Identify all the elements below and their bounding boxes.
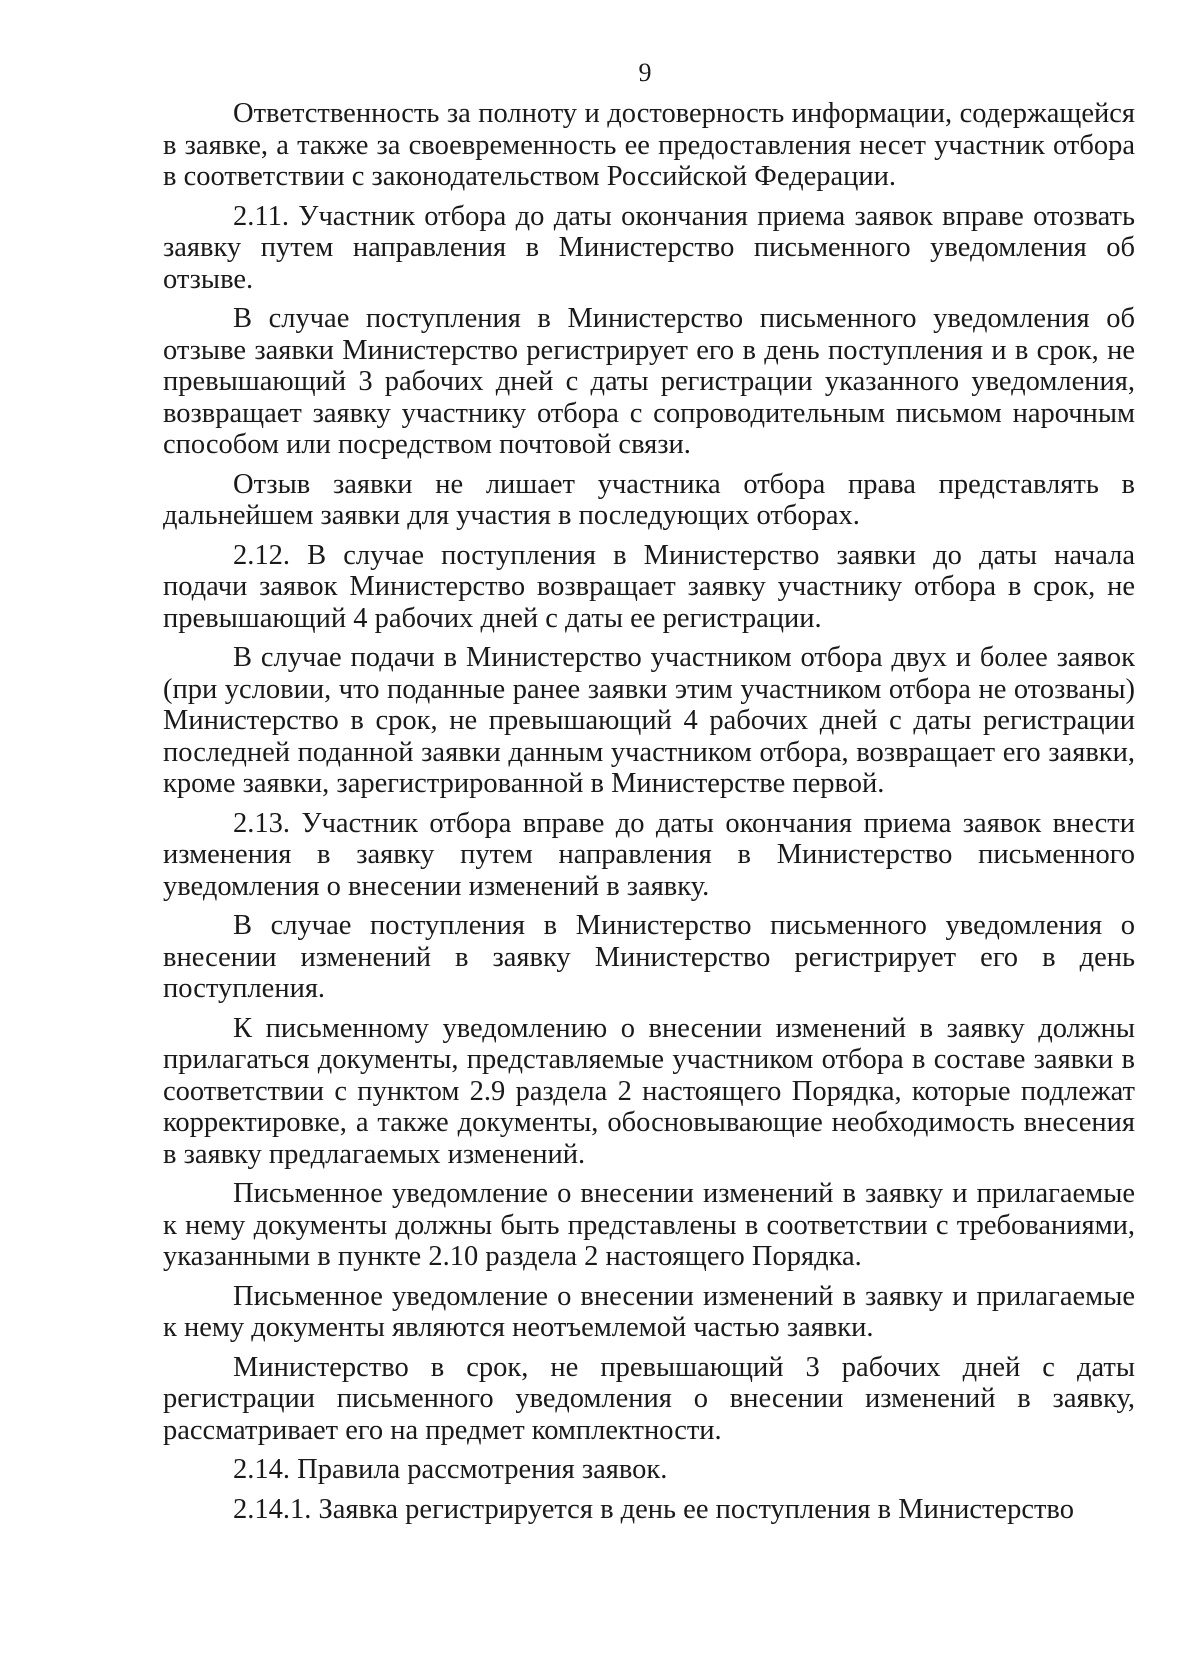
paragraph: К письменному уведомлению о внесении изменений в заявку должны прилагаться документы, представляемые участником отбора в составе заявки в соответствии с пунктом 2.9 раздела 2 настоящего Порядка, которые подлежат корректировке, а также документы, обосновывающие необходимость внесения в заявку предлагаемых изменений. [163, 1012, 1135, 1170]
paragraph: Ответственность за полноту и достоверность информации, содержащейся в заявке, а также за своевременность ее предоставления несет участник отбора в соответствии с законодательством Российской Федерации. [163, 98, 1135, 192]
paragraph: 2.11. Участник отбора до даты окончания приема заявок вправе отозвать заявку путем направления в Министерство письменного уведомления об отзыве. [163, 200, 1135, 295]
paragraph: 2.13. Участник отбора вправе до даты окончания приема заявок внести изменения в заявку путем направления в Министерство письменного уведомления о внесении изменений в заявку. [163, 807, 1135, 902]
paragraph: Письменное уведомление о внесении изменений в заявку и прилагаемые к нему документы должны быть представлены в соответствии с требованиями, указанными в пункте 2.10 раздела 2 настоящего Порядка. [163, 1178, 1135, 1272]
paragraph: Отзыв заявки не лишает участника отбора права представлять в дальнейшем заявки для участия в последующих отборах. [163, 468, 1135, 531]
paragraph: В случае поступления в Министерство письменного уведомления об отзыве заявки Министерство регистрирует его в день поступления и в срок, не превышающий 3 рабочих дней с даты регистрации указанного уведомления, возвращает заявку участнику отбора с сопроводительным письмом нарочным способом или посредством почтовой связи. [163, 303, 1135, 460]
paragraph: 2.12. В случае поступления в Министерство заявки до даты начала подачи заявок Министерство возвращает заявку участнику отбора в срок, не превышающий 4 рабочих дней с даты ее регистрации. [163, 539, 1135, 634]
paragraph: В случае поступления в Министерство письменного уведомления о внесении изменений в заявку Министерство регистрирует его в день поступления. [163, 910, 1135, 1004]
paragraph: 2.14. Правила рассмотрения заявок. [233, 1454, 668, 1485]
paragraph: Министерство в срок, не превышающий 3 рабочих дней с даты регистрации письменного уведомления о внесении изменений в заявку, рассматривает его на предмет комплектности. [163, 1351, 1135, 1446]
paragraph: 2.14.1. Заявка регистрируется в день ее поступления в Министерство [233, 1493, 1074, 1525]
paragraph: Письменное уведомление о внесении изменений в заявку и прилагаемые к нему документы являются неотъемлемой частью заявки. [163, 1280, 1135, 1343]
page-number: 9 [638, 58, 652, 87]
document-body [163, 98, 1135, 1533]
paragraph: В случае подачи в Министерство участником отбора двух и более заявок (при условии, что поданные ранее заявки этим участником отбора не отозваны) Министерство в срок, не превышающий 4 рабочих дней с даты регистрации последней поданной заявки данным участником отбора, возвращает его заявки, кроме заявки, зарегистрированной в Министерстве первой. [163, 642, 1135, 799]
